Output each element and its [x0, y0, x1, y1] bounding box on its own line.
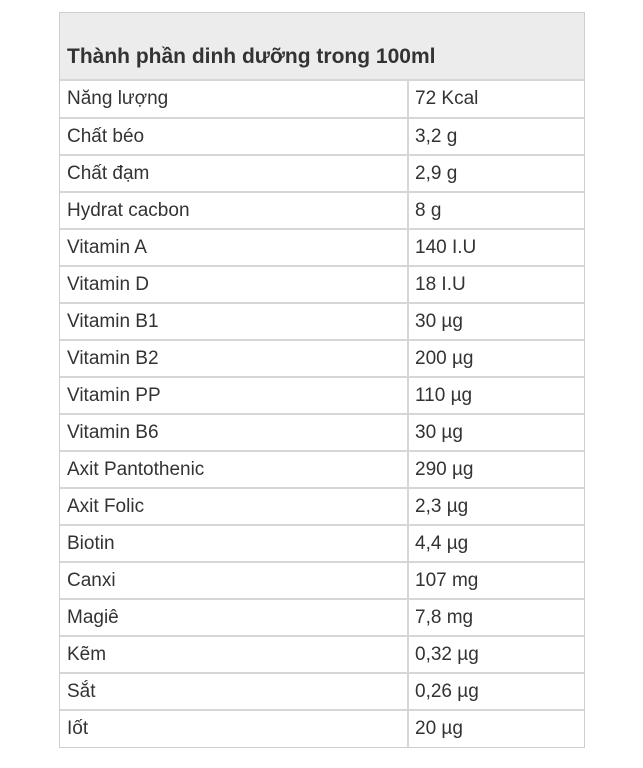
table-row [60, 192, 584, 229]
table-body [60, 81, 584, 747]
nutrient-name-cell: Hydrat cacbon [60, 192, 408, 229]
table-title: Thành phần dinh dưỡng trong 100ml [67, 45, 436, 68]
table-row [60, 525, 584, 562]
nutrient-value-cell: 30 µg [408, 414, 584, 451]
nutrient-name-cell: Axit Pantothenic [60, 451, 408, 488]
nutrient-value-cell: 140 I.U [408, 229, 584, 266]
nutrient-value-cell: 20 µg [415, 718, 463, 739]
nutrient-value-cell: 110 µg [408, 377, 584, 414]
nutrient-value-cell: 0,26 µg [408, 673, 584, 710]
nutrient-name-cell: Vitamin B2 [60, 340, 408, 377]
nutrient-name-cell: Iốt [60, 710, 408, 747]
nutrient-value-cell: 4,4 µg [408, 525, 584, 562]
nutrient-value-cell: 8 g [408, 192, 584, 229]
nutrient-name-cell: Kẽm [60, 636, 408, 673]
nutrient-name-cell: Chất béo [60, 118, 408, 155]
table-row [60, 118, 584, 155]
nutrient-name-cell: Sắt [60, 673, 408, 710]
table-row [60, 599, 584, 636]
table-title-row [60, 13, 584, 81]
nutrient-name-cell: Vitamin B1 [60, 303, 408, 340]
table-row [60, 155, 584, 192]
nutrient-value-cell: 2,3 µg [408, 488, 584, 525]
table-row [60, 229, 584, 266]
nutrient-name-cell: Năng lượng [60, 81, 408, 118]
nutrient-value-cell: 18 I.U [408, 266, 584, 303]
nutrient-name-cell: Axit Folic [60, 488, 408, 525]
table-row [60, 673, 584, 710]
table-row [60, 340, 584, 377]
table-row [60, 636, 584, 673]
table-row [60, 303, 584, 340]
nutrition-rows [60, 81, 584, 747]
nutrient-value-cell: 290 µg [408, 451, 584, 488]
table-row [60, 488, 584, 525]
nutrient-name-cell: Chất đạm [60, 155, 408, 192]
table-row [60, 710, 584, 747]
nutrient-value-cell: 200 µg [408, 340, 584, 377]
table-row [60, 266, 584, 303]
table-row [60, 562, 584, 599]
nutrient-value-cell: 7,8 mg [408, 599, 584, 636]
nutrient-name-cell: Vitamin A [60, 229, 408, 266]
table-row [60, 81, 584, 118]
nutrient-value-cell: 2,9 g [408, 155, 584, 192]
nutrient-name-cell: Magiê [60, 599, 408, 636]
nutrient-value-cell: 30 µg [408, 303, 584, 340]
nutrient-value-cell: 72 Kcal [408, 81, 584, 118]
table-row [60, 451, 584, 488]
table-row [60, 377, 584, 414]
nutrient-name-cell: Biotin [60, 525, 408, 562]
nutrient-value-cell: 3,2 g [408, 118, 584, 155]
nutrient-value-cell: 0,32 µg [408, 636, 584, 673]
nutrient-name-cell: Vitamin PP [60, 377, 408, 414]
nutrient-name-cell: Vitamin B6 [60, 414, 408, 451]
nutrient-value-cell: 107 mg [408, 562, 584, 599]
table-row [60, 414, 584, 451]
nutrient-name-cell: Vitamin D [60, 266, 408, 303]
nutrient-name-cell: Canxi [60, 562, 408, 599]
nutrition-table [59, 12, 585, 748]
